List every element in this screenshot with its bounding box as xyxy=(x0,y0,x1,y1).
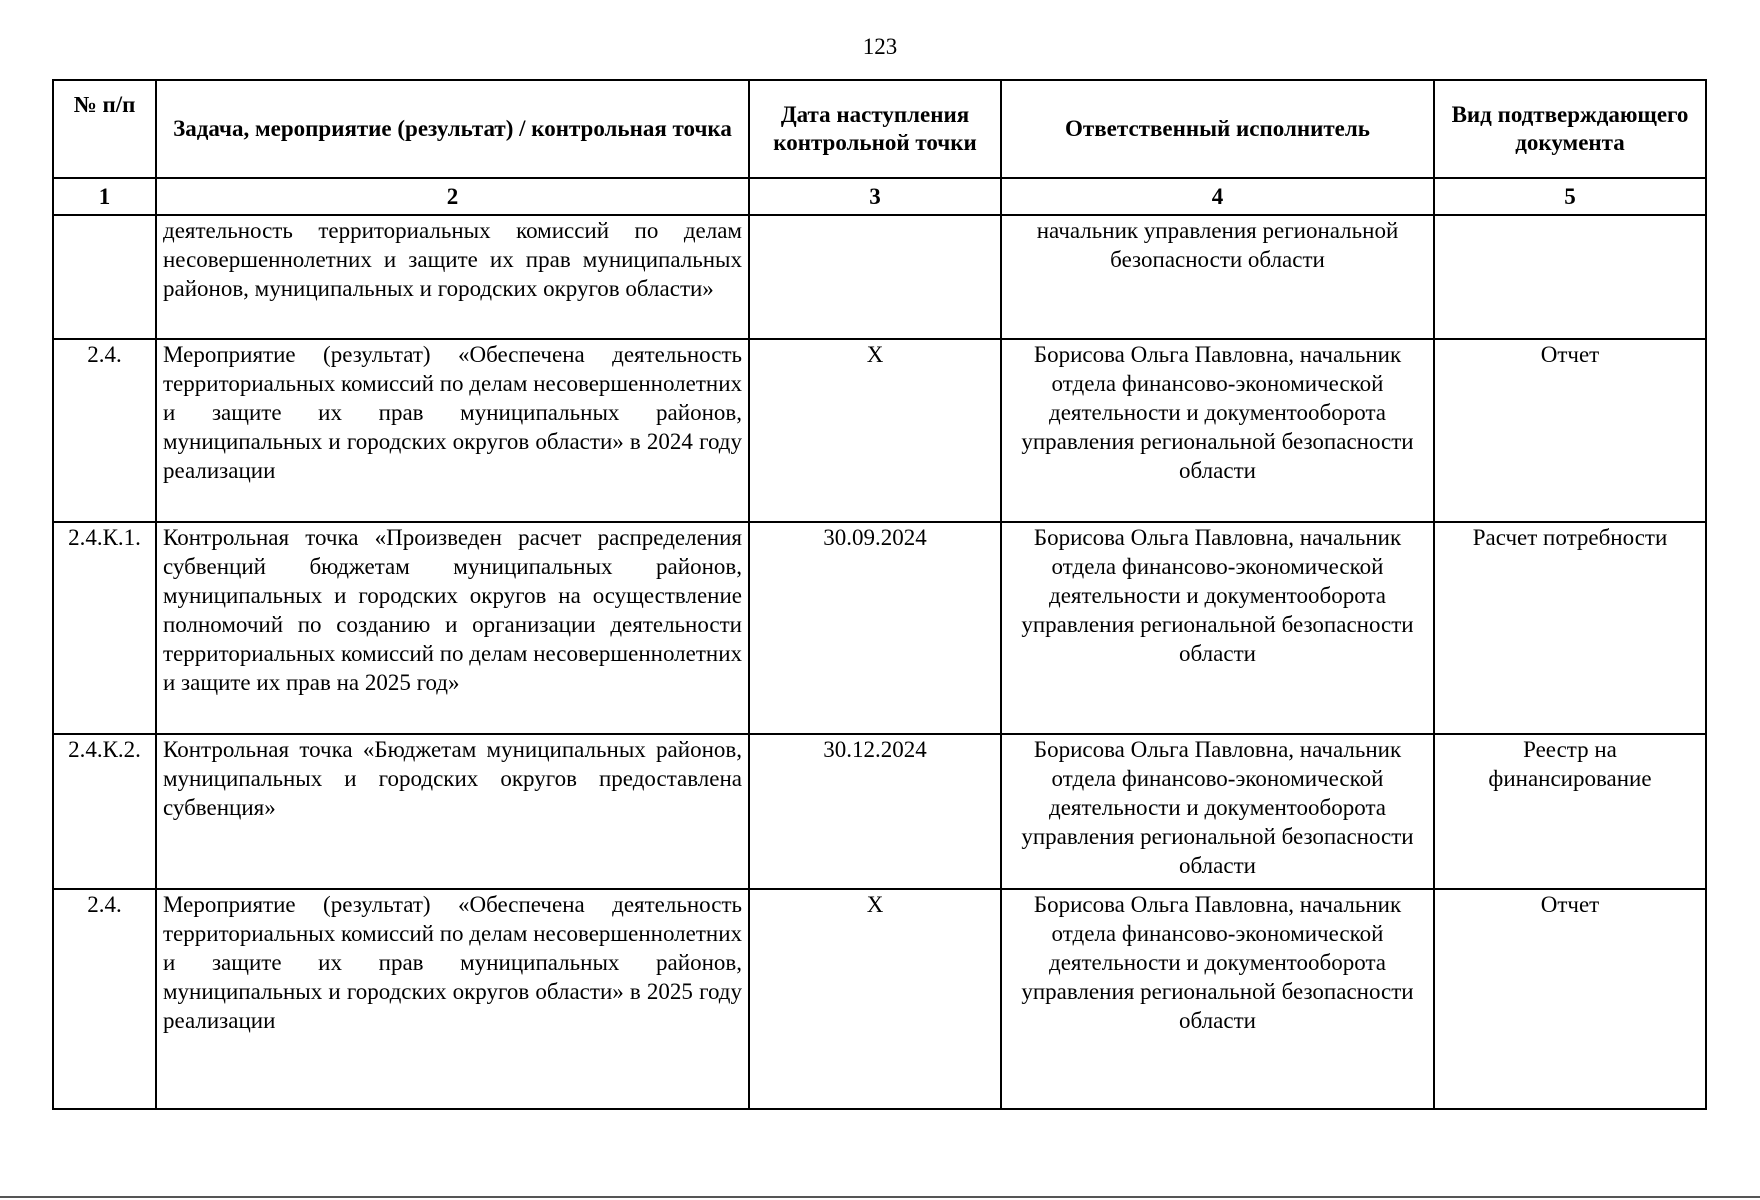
row-responsible: Борисова Ольга Павловна, начальник отдела финансово-экономической деятельности и документооборота управления региональной безопасности области xyxy=(1001,522,1434,734)
scan-edge-line xyxy=(0,1196,1760,1198)
row-document: Отчет xyxy=(1434,339,1706,522)
table-row xyxy=(53,734,1706,889)
page-number: 123 xyxy=(862,34,898,59)
row-responsible: Борисова Ольга Павловна, начальник отдела финансово-экономической деятельности и документооборота управления региональной безопасности области xyxy=(1001,734,1434,889)
column-number: 2 xyxy=(156,178,749,215)
column-numbers-row xyxy=(53,178,1706,215)
table-row xyxy=(53,889,1706,1109)
header-document: Вид подтверждающего документа xyxy=(1434,80,1706,178)
row-task: Мероприятие (результат) «Обеспечена деятельность территориальных комиссий по делам несовершеннолетних и защите их прав муниципальных районов, муниципальных и городских округов области» в 2024 году реализации xyxy=(156,339,749,522)
header-date: Дата наступления контрольной точки xyxy=(749,80,1001,178)
column-number: 5 xyxy=(1434,178,1706,215)
table-row xyxy=(53,215,1706,339)
row-responsible: Борисова Ольга Павловна, начальник отдела финансово-экономической деятельности и документооборота управления региональной безопасности области xyxy=(1001,339,1434,522)
row-date xyxy=(749,215,1001,339)
column-number: 1 xyxy=(53,178,156,215)
row-document xyxy=(1434,215,1706,339)
row-document: Расчет потребности xyxy=(1434,522,1706,734)
table-header-row xyxy=(53,80,1706,178)
row-task: Мероприятие (результат) «Обеспечена деятельность территориальных комиссий по делам несовершеннолетних и защите их прав муниципальных районов, муниципальных и городских округов области» в 2025 году реализации xyxy=(156,889,749,1109)
row-date: Х xyxy=(749,889,1001,1109)
row-date: 30.09.2024 xyxy=(749,522,1001,734)
column-number: 3 xyxy=(749,178,1001,215)
row-document: Реестр на финансирование xyxy=(1434,734,1706,889)
row-number: 2.4.К.1. xyxy=(53,522,156,734)
header-responsible: Ответственный исполнитель xyxy=(1001,80,1434,178)
header-task: Задача, мероприятие (результат) / контрольная точка xyxy=(156,80,749,178)
row-task: Контрольная точка «Произведен расчет распределения субвенций бюджетам муниципальных районов, муниципальных и городских округов на осуществление полномочий по созданию и организации деятельности территориальных комиссий по делам несовершеннолетних и защите их прав на 2025 год» xyxy=(156,522,749,734)
table-row xyxy=(53,522,1706,734)
row-number: 2.4.К.2. xyxy=(53,734,156,889)
control-points-table xyxy=(52,79,1707,1110)
row-task: деятельность территориальных комиссий по делам несовершеннолетних и защите их прав муниципальных районов, муниципальных и городских округов области» xyxy=(156,215,749,339)
row-document: Отчет xyxy=(1434,889,1706,1109)
row-number xyxy=(53,215,156,339)
row-responsible: начальник управления региональной безопасности области xyxy=(1001,215,1434,339)
row-number: 2.4. xyxy=(53,339,156,522)
column-number: 4 xyxy=(1001,178,1434,215)
header-number: № п/п xyxy=(53,80,156,178)
table-row xyxy=(53,339,1706,522)
row-date: Х xyxy=(749,339,1001,522)
row-date: 30.12.2024 xyxy=(749,734,1001,889)
row-task: Контрольная точка «Бюджетам муниципальных районов, муниципальных и городских округов предоставлена субвенция» xyxy=(156,734,749,889)
row-number: 2.4. xyxy=(53,889,156,1109)
row-responsible: Борисова Ольга Павловна, начальник отдела финансово-экономической деятельности и документооборота управления региональной безопасности области xyxy=(1001,889,1434,1109)
